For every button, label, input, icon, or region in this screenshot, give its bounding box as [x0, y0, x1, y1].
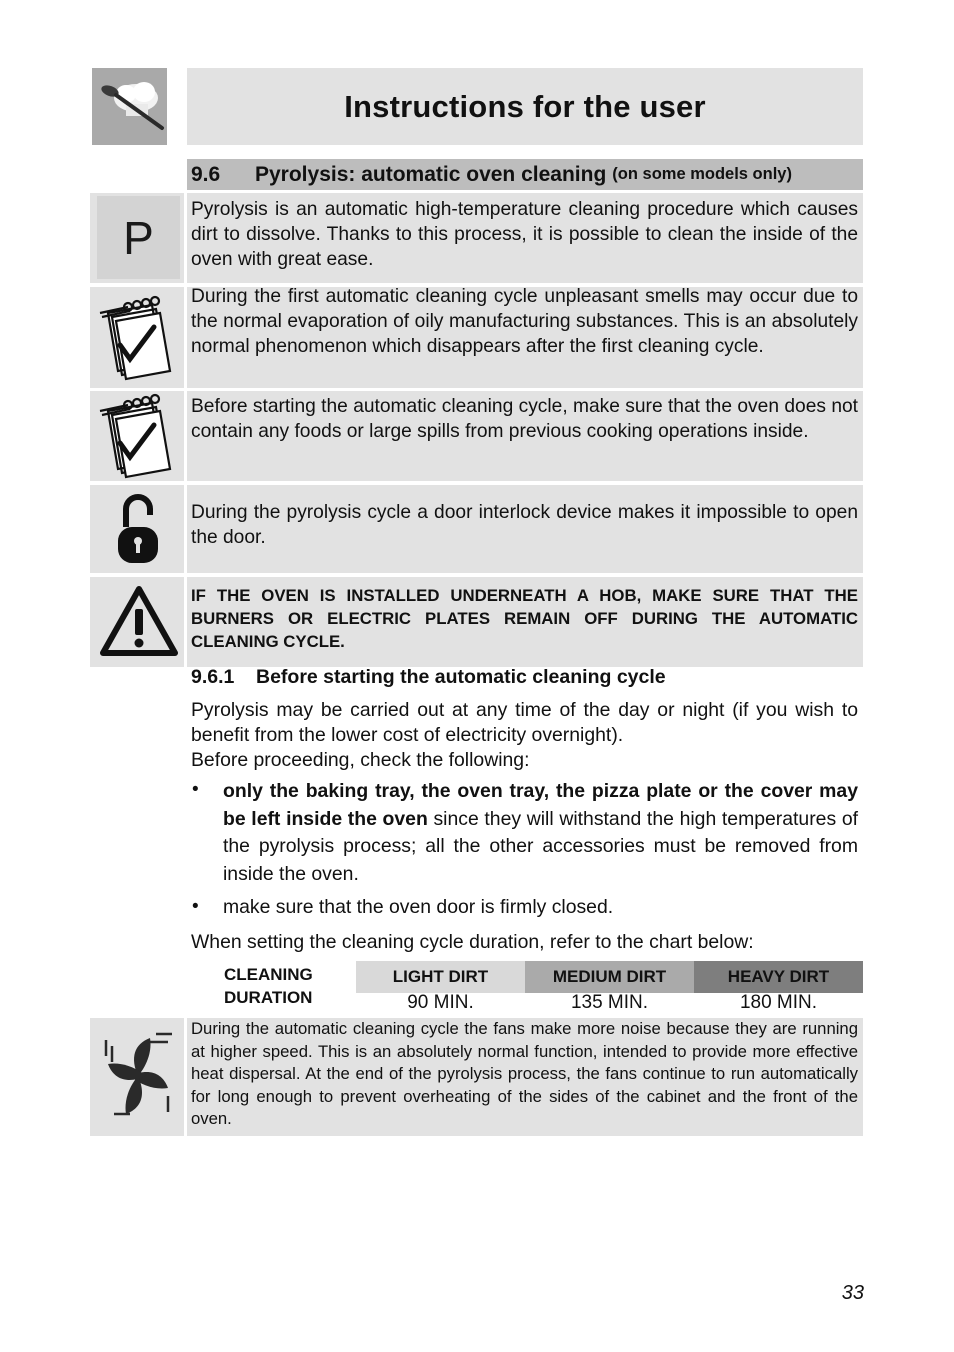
page-title: Instructions for the user	[344, 88, 706, 124]
table-header-heavy: HEAVY DIRT	[694, 961, 863, 993]
unlocked-padlock-icon	[90, 485, 184, 573]
subsection-heading	[191, 666, 666, 689]
table-value-heavy: 180 MIN.	[739, 992, 818, 1013]
fan-panel	[187, 1018, 863, 1136]
fan-icon	[90, 1018, 184, 1136]
table-label-line1: CLEANING	[224, 965, 313, 984]
bullet-dot: •	[192, 896, 199, 917]
notepad-check-icon	[90, 391, 184, 481]
lock-panel	[187, 485, 863, 573]
bullet-bold-text: only the baking tray, the oven tray, the pizza plate or the cover may be left inside the oven	[223, 780, 858, 830]
page-number: 33	[841, 1282, 864, 1304]
subsection-para1: Pyrolysis may be carried out at any time of the day or night (if you wish to benefit from the lower cost of electricity overnight).	[191, 699, 858, 746]
subsection-title: Before starting the automatic cleaning cycle	[256, 666, 666, 688]
icon-panel-notepad-1	[90, 287, 184, 388]
p-letter: P	[123, 211, 154, 264]
note2-panel	[187, 391, 863, 481]
bullet-rest-text: since they will withstand the high temperatures of the pyrolysis process; all the other accessories must be removed from inside the oven.	[223, 807, 858, 885]
lock-text: During the pyrolysis cycle a door interlock device makes it impossible to open the door.	[191, 502, 858, 548]
icon-panel-warning	[90, 577, 184, 667]
intro-text: Pyrolysis is an automatic high-temperature cleaning procedure which causes dirt to dissolve. Thanks to this process, it is possible to clean the inside of the oven with great ease.	[191, 199, 858, 270]
p-letter-box	[97, 196, 180, 279]
warning-panel	[187, 577, 863, 667]
bullet-dot: •	[192, 779, 199, 800]
subsection-para3: When setting the cleaning cycle duration, refer to the chart below:	[191, 931, 754, 953]
note1-panel	[187, 287, 863, 388]
table-value-medium: 135 MIN.	[570, 992, 649, 1013]
table-label	[224, 963, 313, 1009]
note1-text: During the first automatic cleaning cycle unpleasant smells may occur due to the normal evaporation of oily manufacturing substances. This is an absolutely normal phenomenon which disappears after the first cleaning cycle.	[191, 286, 858, 357]
section-note: (on some models only)	[612, 165, 792, 183]
bullet-item-accessories	[223, 778, 858, 888]
note2-text: Before starting the automatic cleaning cycle, make sure that the oven does not contain any foods or large spills from previous cooking operations inside.	[191, 396, 858, 442]
icon-panel-lock	[90, 485, 184, 573]
subsection-para2: Before proceeding, check the following:	[191, 749, 530, 771]
subsection-number: 9.6.1	[191, 666, 235, 688]
fan-text: During the automatic cleaning cycle the fans make more noise because they are running at higher speed. This is an absolutely normal function, intended to provide more effective heat dispersal. At the end of the pyrolysis process, the fans continue to run automatically for long enough to prevent overheating of the sides of the cabinet and the front of the oven.	[191, 1019, 858, 1128]
notepad-check-icon	[90, 287, 184, 388]
bullet-item-door: make sure that the oven door is firmly closed.	[223, 896, 614, 918]
icon-panel-notepad-2	[90, 391, 184, 481]
table-header-medium: MEDIUM DIRT	[525, 961, 694, 993]
chef-spoon-logo-icon	[92, 68, 167, 145]
header-bar	[187, 68, 863, 145]
intro-panel	[187, 193, 863, 283]
section-heading	[187, 159, 863, 190]
section-title: Pyrolysis: automatic oven cleaning	[255, 162, 607, 186]
table-label-line2: DURATION	[224, 988, 313, 1007]
icon-panel-fan	[90, 1018, 184, 1136]
warning-text: IF THE OVEN IS INSTALLED UNDERNEATH A HOB, MAKE SURE THAT THE BURNERS OR ELECTRIC PLATES REMAIN OFF DURING THE AUTOMATIC CLEANING CYCLE.	[191, 586, 858, 651]
table-header-light: LIGHT DIRT	[356, 961, 525, 993]
warning-triangle-icon	[90, 577, 184, 667]
section-number: 9.6	[191, 162, 221, 186]
table-value-light: 90 MIN.	[407, 992, 474, 1013]
